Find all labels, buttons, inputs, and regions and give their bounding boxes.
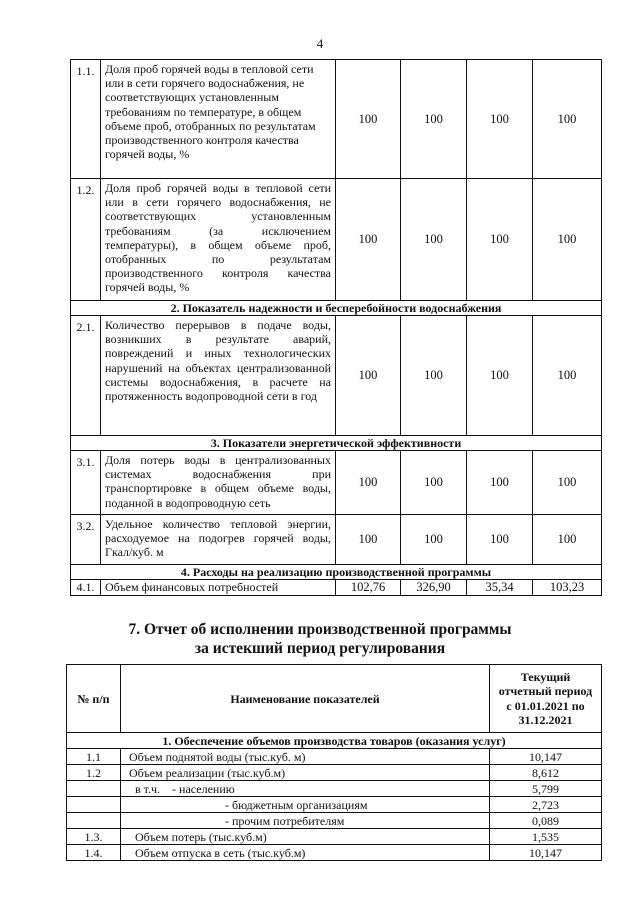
header-row bbox=[67, 665, 602, 733]
row-number: 2.1. bbox=[71, 316, 101, 436]
value-cell: 100 bbox=[336, 60, 401, 179]
row-value: 5,799 bbox=[490, 781, 602, 797]
row-value: 10,147 bbox=[490, 845, 602, 861]
value-cell: 100 bbox=[467, 179, 533, 301]
value-cell: 35,34 bbox=[467, 580, 533, 596]
section-7-title-line1: 7. Отчет об исполнении производственной программы bbox=[128, 621, 512, 638]
row-name: Объем отпуска в сеть (тыс.куб.м) bbox=[121, 845, 490, 861]
table-row bbox=[71, 316, 602, 436]
row-name: - прочим потребителям bbox=[121, 813, 490, 829]
row-number: 1.1 bbox=[67, 749, 121, 765]
indicators-table bbox=[70, 59, 602, 596]
indicator-name: Доля потерь воды в централизованных системах водоснабжения при транспортировке в общем объеме воды, поданной в водопроводную сеть bbox=[101, 451, 336, 515]
page-number: 4 bbox=[316, 36, 324, 51]
row-name: Объем реализации (тыс.куб.м) bbox=[121, 765, 490, 781]
header-period-line: отчетный период bbox=[498, 684, 593, 698]
value-cell: 100 bbox=[467, 451, 533, 515]
header-name: Наименование показателей bbox=[121, 665, 490, 733]
table-row bbox=[71, 60, 602, 179]
row-number: 3.2. bbox=[71, 515, 101, 565]
table-row bbox=[67, 829, 602, 845]
table-row bbox=[71, 515, 602, 565]
value-cell: 100 bbox=[533, 451, 602, 515]
row-value: 1,535 bbox=[490, 829, 602, 845]
row-number: 3.1. bbox=[71, 451, 101, 515]
header-period bbox=[490, 665, 602, 733]
row-name: в т.ч. - населению bbox=[121, 781, 490, 797]
table-row bbox=[67, 749, 602, 765]
value-cell: 102,76 bbox=[336, 580, 401, 596]
section-heading: 2. Показатель надежности и бесперебойности водоснабжения bbox=[71, 301, 602, 316]
row-number: 1.2 bbox=[67, 765, 121, 781]
value-cell: 326,90 bbox=[401, 580, 467, 596]
row-number bbox=[67, 813, 121, 829]
value-cell: 100 bbox=[533, 60, 602, 179]
row-number: 4.1. bbox=[71, 580, 101, 596]
header-period-line: с 01.01.2021 по bbox=[506, 698, 585, 713]
row-number: 1.4. bbox=[67, 845, 121, 861]
table-row bbox=[71, 580, 602, 596]
row-number bbox=[67, 797, 121, 813]
section-heading: 4. Расходы на реализацию производственной программы bbox=[71, 565, 602, 580]
value-cell: 100 bbox=[336, 179, 401, 301]
value-cell: 100 bbox=[401, 515, 467, 565]
value-cell: 100 bbox=[401, 316, 467, 436]
table-row bbox=[71, 179, 602, 301]
row-value: 8,612 bbox=[490, 765, 602, 781]
row-number: 1.3. bbox=[67, 829, 121, 845]
row-value: 2,723 bbox=[490, 797, 602, 813]
value-cell: 100 bbox=[533, 316, 602, 436]
section-7-title-line2: за истекший период регулирования bbox=[194, 640, 446, 657]
table-row bbox=[67, 765, 602, 781]
value-cell: 100 bbox=[467, 515, 533, 565]
indicator-name: Удельное количество тепловой энергии, расходуемое на подогрев горячей воды, Гкал/куб. м bbox=[101, 515, 336, 565]
value-cell: 103,23 bbox=[533, 580, 602, 596]
report-table bbox=[66, 664, 602, 861]
section-row bbox=[71, 301, 602, 316]
section-row bbox=[71, 565, 602, 580]
table-row bbox=[67, 845, 602, 861]
row-name: - бюджетным организациям bbox=[121, 797, 490, 813]
indicator-name: Количество перерывов в подаче воды, возникших в результате аварий, повреждений и иных технологических нарушений на объектах централизованной системы водоснабжения, в расчете на протяженность водопроводной сети в год bbox=[101, 316, 336, 436]
row-value: 10,147 bbox=[490, 749, 602, 765]
indicator-name: Доля проб горячей воды в тепловой сети или в сети горячего водоснабжения, не соответствующих установленным требованиям (за исключением температуры), в общем объеме проб, отобранных по результатам производственного контроля качества горячей воды, % bbox=[101, 179, 336, 301]
indicator-name: Доля проб горячей воды в тепловой сети или в сети горячего водоснабжения, не соответствующих установленным требованиям по температуре, в общем объеме проб, отобранных по результатам производственного контроля качества горячей воды, % bbox=[101, 60, 336, 179]
table-row bbox=[67, 781, 602, 797]
value-cell: 100 bbox=[401, 60, 467, 179]
header-period-line: 31.12.2021 bbox=[518, 713, 573, 727]
value-cell: 100 bbox=[467, 60, 533, 179]
value-cell: 100 bbox=[533, 179, 602, 301]
section-heading: 1. Обеспечение объемов производства товаров (оказания услуг) bbox=[67, 733, 602, 749]
row-number: 1.1. bbox=[71, 60, 101, 179]
value-cell: 100 bbox=[401, 179, 467, 301]
row-value: 0,089 bbox=[490, 813, 602, 829]
value-cell: 100 bbox=[467, 316, 533, 436]
table-row bbox=[67, 813, 602, 829]
value-cell: 100 bbox=[533, 515, 602, 565]
value-cell: 100 bbox=[336, 515, 401, 565]
row-number bbox=[67, 781, 121, 797]
section-heading: 3. Показатели энергетической эффективности bbox=[71, 436, 602, 451]
section-row bbox=[67, 733, 602, 749]
section-row bbox=[71, 436, 602, 451]
value-cell: 100 bbox=[336, 316, 401, 436]
table-row bbox=[71, 451, 602, 515]
value-cell: 100 bbox=[336, 451, 401, 515]
value-cell: 100 bbox=[401, 451, 467, 515]
row-number: 1.2. bbox=[71, 179, 101, 301]
indicator-name: Объем финансовых потребностей bbox=[101, 580, 336, 596]
row-name: Объем потерь (тыс.куб.м) bbox=[121, 829, 490, 845]
section-7-title bbox=[0, 620, 640, 658]
header-period-line: Текущий bbox=[520, 669, 571, 684]
row-name: Объем поднятой воды (тыс.куб. м) bbox=[121, 749, 490, 765]
header-number: № п/п bbox=[67, 665, 121, 733]
table-row bbox=[67, 797, 602, 813]
